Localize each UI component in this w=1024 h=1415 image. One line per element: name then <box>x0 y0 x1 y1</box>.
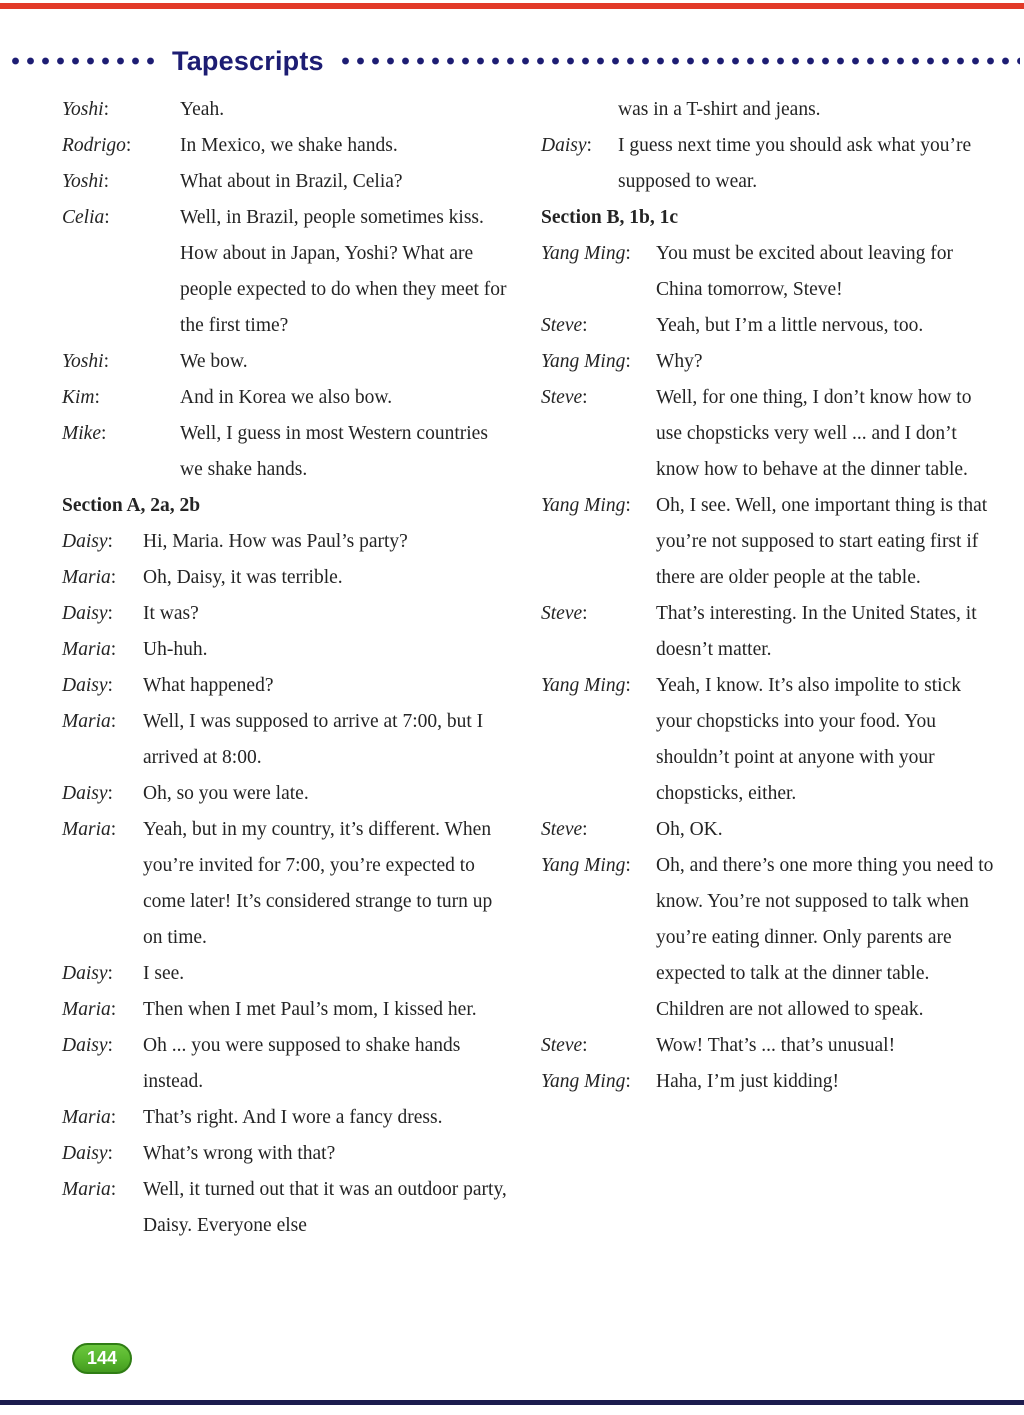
speaker-name: Mike: <box>62 423 107 444</box>
section-heading-a: Section A, 2a, 2b <box>62 495 201 516</box>
speaker-name: Steve: <box>541 1035 588 1056</box>
dialogue-text: What happened? <box>143 675 274 696</box>
page-title: Tapescripts <box>172 45 324 76</box>
dialogue-entry <box>541 344 994 380</box>
speaker-name: Maria: <box>62 999 117 1020</box>
dialogue-text: Oh ... you were supposed to shake hands instead. <box>143 1035 461 1092</box>
dialogue-text: Why? <box>656 351 703 372</box>
right-column <box>541 92 994 1337</box>
dialogue-entry <box>541 128 994 200</box>
dialogue-entry <box>62 92 515 128</box>
speaker-name: Rodrigo: <box>62 135 132 156</box>
speaker-name: Yang Ming: <box>541 351 631 372</box>
dialogue-text: Oh, so you were late. <box>143 783 309 804</box>
dialogue-text: Well, it turned out that it was an outdoor party, Daisy. Everyone else <box>143 1179 507 1236</box>
speaker-name: Maria: <box>62 639 117 660</box>
dialogue-text: Uh-huh. <box>143 639 208 660</box>
dialogue-text: We bow. <box>180 351 248 372</box>
dialogue-entry <box>62 668 515 704</box>
speaker-name: Daisy: <box>62 1035 113 1056</box>
dialogue-text: Oh, and there’s one more thing you need to know. You’re not supposed to talk when you’re eating dinner. Only parents are expected to talk at the dinner table. Children are not allowed to speak. <box>656 855 994 1020</box>
dialogue-text: I see. <box>143 963 185 984</box>
dialogue-entry <box>62 164 515 200</box>
dialogue-entry <box>541 1064 994 1100</box>
dialogue-text: You must be excited about leaving for China tomorrow, Steve! <box>656 243 953 300</box>
dialogue-text: Wow! That’s ... that’s unusual! <box>656 1035 896 1056</box>
speaker-name: Kim: <box>62 387 100 408</box>
dialogue-entry <box>62 524 515 560</box>
speaker-name: Yang Ming: <box>541 243 631 264</box>
dotted-leader-left <box>8 56 158 66</box>
dialogue-text: It was? <box>143 603 199 624</box>
section-heading-b: Section B, 1b, 1c <box>541 207 679 228</box>
dialogue-entry <box>62 1172 515 1244</box>
dialogue-entry <box>62 200 515 344</box>
dialogue-text: Well, I guess in most Western countries we shake hands. <box>180 423 488 480</box>
dialogue-entry <box>62 812 515 956</box>
dialogue-section <box>62 92 515 488</box>
speaker-name: Yang Ming: <box>541 855 631 876</box>
speaker-name: Daisy: <box>62 963 113 984</box>
speaker-name: Maria: <box>62 1179 117 1200</box>
dialogue-text: In Mexico, we shake hands. <box>180 135 398 156</box>
speaker-name: Steve: <box>541 819 588 840</box>
dialogue-entry <box>62 1028 515 1100</box>
dialogue-entry <box>541 236 994 308</box>
dialogue-entry <box>62 776 515 812</box>
speaker-name: Yoshi: <box>62 351 109 372</box>
dialogue-entry <box>62 128 515 164</box>
dialogue-text: That’s right. And I wore a fancy dress. <box>143 1107 443 1128</box>
dialogue-entry <box>62 560 515 596</box>
dialogue-text: Hi, Maria. How was Paul’s party? <box>143 531 408 552</box>
dialogue-text: Well, for one thing, I don’t know how to use chopsticks very well ... and I don’t know how to behave at the dinner table. <box>656 387 972 480</box>
speaker-name: Celia: <box>62 207 110 228</box>
speaker-name: Maria: <box>62 819 117 840</box>
dialogue-text: Yeah, but I’m a little nervous, too. <box>656 315 924 336</box>
top-red-rule <box>0 3 1024 9</box>
dialogue-entry <box>541 92 994 128</box>
dialogue-entry <box>541 668 994 812</box>
speaker-name: Daisy: <box>62 603 113 624</box>
speaker-name: Steve: <box>541 315 588 336</box>
dialogue-entry <box>62 956 515 992</box>
dialogue-text: I guess next time you should ask what you’re supposed to wear. <box>618 135 972 192</box>
dialogue-text: That’s interesting. In the United States, it doesn’t matter. <box>656 603 977 660</box>
dialogue-entry <box>541 812 994 848</box>
dialogue-text: Oh, OK. <box>656 819 723 840</box>
dialogue-text: Well, in Brazil, people sometimes kiss. How about in Japan, Yoshi? What are people expected to do when they meet for the first time? <box>180 207 507 336</box>
dialogue-entry <box>62 344 515 380</box>
speaker-name: Maria: <box>62 567 117 588</box>
speaker-name: Steve: <box>541 603 588 624</box>
speaker-name: Daisy: <box>541 135 592 156</box>
speaker-name: Maria: <box>62 1107 117 1128</box>
speaker-name: Yoshi: <box>62 99 109 120</box>
dialogue-text: Then when I met Paul’s mom, I kissed her. <box>143 999 477 1020</box>
bottom-navy-rule <box>0 1400 1024 1405</box>
dialogue-entry <box>62 632 515 668</box>
dialogue-entry <box>62 416 515 488</box>
dialogue-text: was in a T-shirt and jeans. <box>618 99 821 120</box>
speaker-name: Daisy: <box>62 531 113 552</box>
dialogue-entry <box>541 596 994 668</box>
dialogue-entry <box>62 596 515 632</box>
dialogue-text: Well, I was supposed to arrive at 7:00, but I arrived at 8:00. <box>143 711 484 768</box>
dialogue-text: Yeah, but in my country, it’s different. When you’re invited for 7:00, you’re expected to come later! It’s considered strange to turn up on time. <box>143 819 493 948</box>
dialogue-text: Oh, I see. Well, one important thing is that you’re not supposed to start eating first if there are older people at the table. <box>656 495 988 588</box>
speaker-name: Steve: <box>541 387 588 408</box>
dialogue-text: What’s wrong with that? <box>143 1143 336 1164</box>
dialogue-text: Yeah. <box>180 99 225 120</box>
dotted-leader-right <box>338 56 1020 66</box>
dialogue-text: Yeah, I know. It’s also impolite to stick your chopsticks into your food. You shouldn’t point at anyone with your chopsticks, either. <box>656 675 961 804</box>
speaker-name: Maria: <box>62 711 117 732</box>
dialogue-entry <box>62 992 515 1028</box>
left-column <box>62 92 515 1337</box>
dialogue-section <box>541 236 994 1100</box>
dialogue-entry <box>541 848 994 1028</box>
dialogue-entry <box>541 308 994 344</box>
dialogue-section <box>62 524 515 1244</box>
speaker-name: Daisy: <box>62 675 113 696</box>
dialogue-text: Oh, Daisy, it was terrible. <box>143 567 343 588</box>
speaker-name: Daisy: <box>62 783 113 804</box>
dialogue-entry <box>62 1100 515 1136</box>
page-header <box>0 44 1024 78</box>
page-number-badge: 144 <box>72 1343 132 1374</box>
speaker-name: Yang Ming: <box>541 1071 631 1092</box>
dialogue-text: Haha, I’m just kidding! <box>656 1071 840 1092</box>
dialogue-section <box>541 92 994 200</box>
speaker-name: Yang Ming: <box>541 495 631 516</box>
dialogue-entry <box>541 380 994 488</box>
dialogue-entry <box>62 1136 515 1172</box>
dialogue-entry <box>62 380 515 416</box>
dialogue-entry <box>62 704 515 776</box>
speaker-name: Yoshi: <box>62 171 109 192</box>
dialogue-text: And in Korea we also bow. <box>180 387 393 408</box>
dialogue-entry <box>541 1028 994 1064</box>
dialogue-entry <box>541 488 994 596</box>
speaker-name: Daisy: <box>62 1143 113 1164</box>
speaker-name: Yang Ming: <box>541 675 631 696</box>
dialogue-text: What about in Brazil, Celia? <box>180 171 403 192</box>
transcript-columns <box>0 78 1024 1337</box>
